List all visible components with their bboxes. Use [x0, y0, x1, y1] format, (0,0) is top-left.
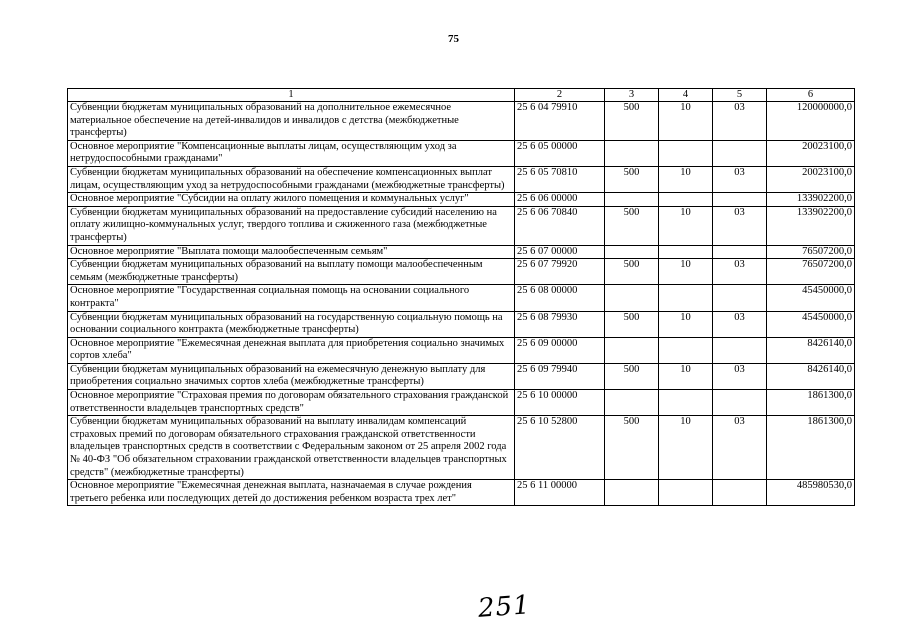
- row-amount: 485980530,0: [767, 480, 855, 506]
- row-col-5: 03: [713, 206, 767, 245]
- table-row: [68, 416, 855, 480]
- row-description: Субвенции бюджетам муниципальных образований на государственную социальную помощь на основании социального контракта (межбюджетные трансферты): [68, 311, 515, 337]
- row-col-4: 10: [659, 259, 713, 285]
- row-col-3: [605, 390, 659, 416]
- row-col-4: 10: [659, 311, 713, 337]
- row-col-4: 10: [659, 166, 713, 192]
- row-col-5: 03: [713, 416, 767, 480]
- table-body: [68, 102, 855, 506]
- row-code: 25 6 05 70810: [515, 166, 605, 192]
- row-amount: 20023100,0: [767, 166, 855, 192]
- table-row: [68, 259, 855, 285]
- row-col-4: [659, 390, 713, 416]
- row-amount: 133902200,0: [767, 193, 855, 207]
- table-row: [68, 102, 855, 141]
- row-col-5: 03: [713, 166, 767, 192]
- row-col-5: 03: [713, 102, 767, 141]
- row-col-4: 10: [659, 206, 713, 245]
- row-code: 25 6 10 00000: [515, 390, 605, 416]
- row-description: Основное мероприятие "Выплата помощи малообеспеченным семьям": [68, 245, 515, 259]
- row-amount: 20023100,0: [767, 140, 855, 166]
- table-row: [68, 193, 855, 207]
- row-code: 25 6 08 79930: [515, 311, 605, 337]
- row-code: 25 6 08 00000: [515, 285, 605, 311]
- row-col-5: [713, 285, 767, 311]
- row-description: Субвенции бюджетам муниципальных образований на обеспечение компенсационных выплат лицам, осуществляющим уход за нетрудоспособными гражданами (межбюджетные трансферты): [68, 166, 515, 192]
- table-row: [68, 480, 855, 506]
- row-description: Субвенции бюджетам муниципальных образований на предоставление субсидий населению на оплату жилищно-коммунальных услуг, твердого топлива и сжиженного газа (межбюджетные трансферты): [68, 206, 515, 245]
- row-col-3: 500: [605, 416, 659, 480]
- row-col-5: 03: [713, 259, 767, 285]
- row-description: Основное мероприятие "Компенсационные выплаты лицам, осуществляющим уход за нетрудоспособными гражданами": [68, 140, 515, 166]
- column-header-1: 1: [68, 89, 515, 102]
- row-col-4: [659, 337, 713, 363]
- column-header-2: 2: [515, 89, 605, 102]
- row-amount: 8426140,0: [767, 337, 855, 363]
- column-header-5: 5: [713, 89, 767, 102]
- table-row: [68, 285, 855, 311]
- row-col-5: [713, 245, 767, 259]
- row-col-4: [659, 245, 713, 259]
- row-description: Основное мероприятие "Ежемесячная денежная выплата, назначаемая в случае рождения третьего ребенка или последующих детей до достижения ребенком возраста трех лет": [68, 480, 515, 506]
- row-col-3: [605, 285, 659, 311]
- row-col-3: 500: [605, 102, 659, 141]
- row-code: 25 6 07 79920: [515, 259, 605, 285]
- row-col-5: 03: [713, 363, 767, 389]
- row-col-3: 500: [605, 166, 659, 192]
- row-col-3: [605, 193, 659, 207]
- row-amount: 1861300,0: [767, 416, 855, 480]
- row-amount: 45450000,0: [767, 311, 855, 337]
- row-col-4: 10: [659, 416, 713, 480]
- page-number: 75: [448, 33, 459, 45]
- table-row: [68, 363, 855, 389]
- row-code: 25 6 07 00000: [515, 245, 605, 259]
- table-row: [68, 311, 855, 337]
- row-description: Субвенции бюджетам муниципальных образований на дополнительное ежемесячное материальное обеспечение на детей-инвалидов и инвалидов с детства (межбюджетные трансферты): [68, 102, 515, 141]
- row-amount: 76507200,0: [767, 259, 855, 285]
- row-amount: 120000000,0: [767, 102, 855, 141]
- row-code: 25 6 06 70840: [515, 206, 605, 245]
- row-col-5: [713, 480, 767, 506]
- row-col-4: 10: [659, 363, 713, 389]
- row-code: 25 6 09 79940: [515, 363, 605, 389]
- row-col-3: [605, 337, 659, 363]
- row-description: Субвенции бюджетам муниципальных образований на выплату помощи малообеспеченным семьям (межбюджетные трансферты): [68, 259, 515, 285]
- row-col-5: [713, 337, 767, 363]
- row-code: 25 6 05 00000: [515, 140, 605, 166]
- table-row: [68, 245, 855, 259]
- row-description: Основное мероприятие "Субсидии на оплату жилого помещения и коммунальных услуг": [68, 193, 515, 207]
- table-header-row: [68, 89, 855, 102]
- row-col-4: [659, 480, 713, 506]
- row-col-3: [605, 245, 659, 259]
- table-row: [68, 140, 855, 166]
- row-description: Основное мероприятие "Ежемесячная денежная выплата для приобретения социально значимых сортов хлеба": [68, 337, 515, 363]
- row-col-4: 10: [659, 102, 713, 141]
- row-description: Основное мероприятие "Страховая премия по договорам обязательного страхования гражданской ответственности владельцев транспортных средств": [68, 390, 515, 416]
- row-code: 25 6 04 79910: [515, 102, 605, 141]
- row-col-3: 500: [605, 206, 659, 245]
- row-col-3: 500: [605, 259, 659, 285]
- row-code: 25 6 09 00000: [515, 337, 605, 363]
- row-code: 25 6 10 52800: [515, 416, 605, 480]
- row-amount: 76507200,0: [767, 245, 855, 259]
- row-amount: 133902200,0: [767, 206, 855, 245]
- budget-table: [67, 88, 855, 506]
- handwritten-page-mark: 251: [477, 590, 532, 624]
- table-row: [68, 390, 855, 416]
- row-description: Основное мероприятие "Государственная социальная помощь на основании социального контракта": [68, 285, 515, 311]
- row-col-3: [605, 140, 659, 166]
- row-col-3: [605, 480, 659, 506]
- row-code: 25 6 11 00000: [515, 480, 605, 506]
- row-code: 25 6 06 00000: [515, 193, 605, 207]
- row-col-4: [659, 285, 713, 311]
- row-description: Субвенции бюджетам муниципальных образований на выплату инвалидам компенсаций страховых премий по договорам обязательного страхования гражданской ответственности владельцев транспортных средств в соответствии с Федеральным законом от 25 апреля 2002 года № 40-ФЗ "Об обязательном страховании гражданской ответственности владельцев транспортных средств" (межбюджетные трансферты): [68, 416, 515, 480]
- column-header-3: 3: [605, 89, 659, 102]
- row-col-5: [713, 193, 767, 207]
- column-header-4: 4: [659, 89, 713, 102]
- row-amount: 8426140,0: [767, 363, 855, 389]
- column-header-6: 6: [767, 89, 855, 102]
- row-amount: 45450000,0: [767, 285, 855, 311]
- row-col-3: 500: [605, 311, 659, 337]
- row-col-4: [659, 140, 713, 166]
- table-row: [68, 206, 855, 245]
- row-amount: 1861300,0: [767, 390, 855, 416]
- row-col-5: 03: [713, 311, 767, 337]
- row-col-5: [713, 140, 767, 166]
- row-col-4: [659, 193, 713, 207]
- table-row: [68, 337, 855, 363]
- table-row: [68, 166, 855, 192]
- row-description: Субвенции бюджетам муниципальных образований на ежемесячную денежную выплату для приобретения социально значимых сортов хлеба (межбюджетные трансферты): [68, 363, 515, 389]
- row-col-5: [713, 390, 767, 416]
- row-col-3: 500: [605, 363, 659, 389]
